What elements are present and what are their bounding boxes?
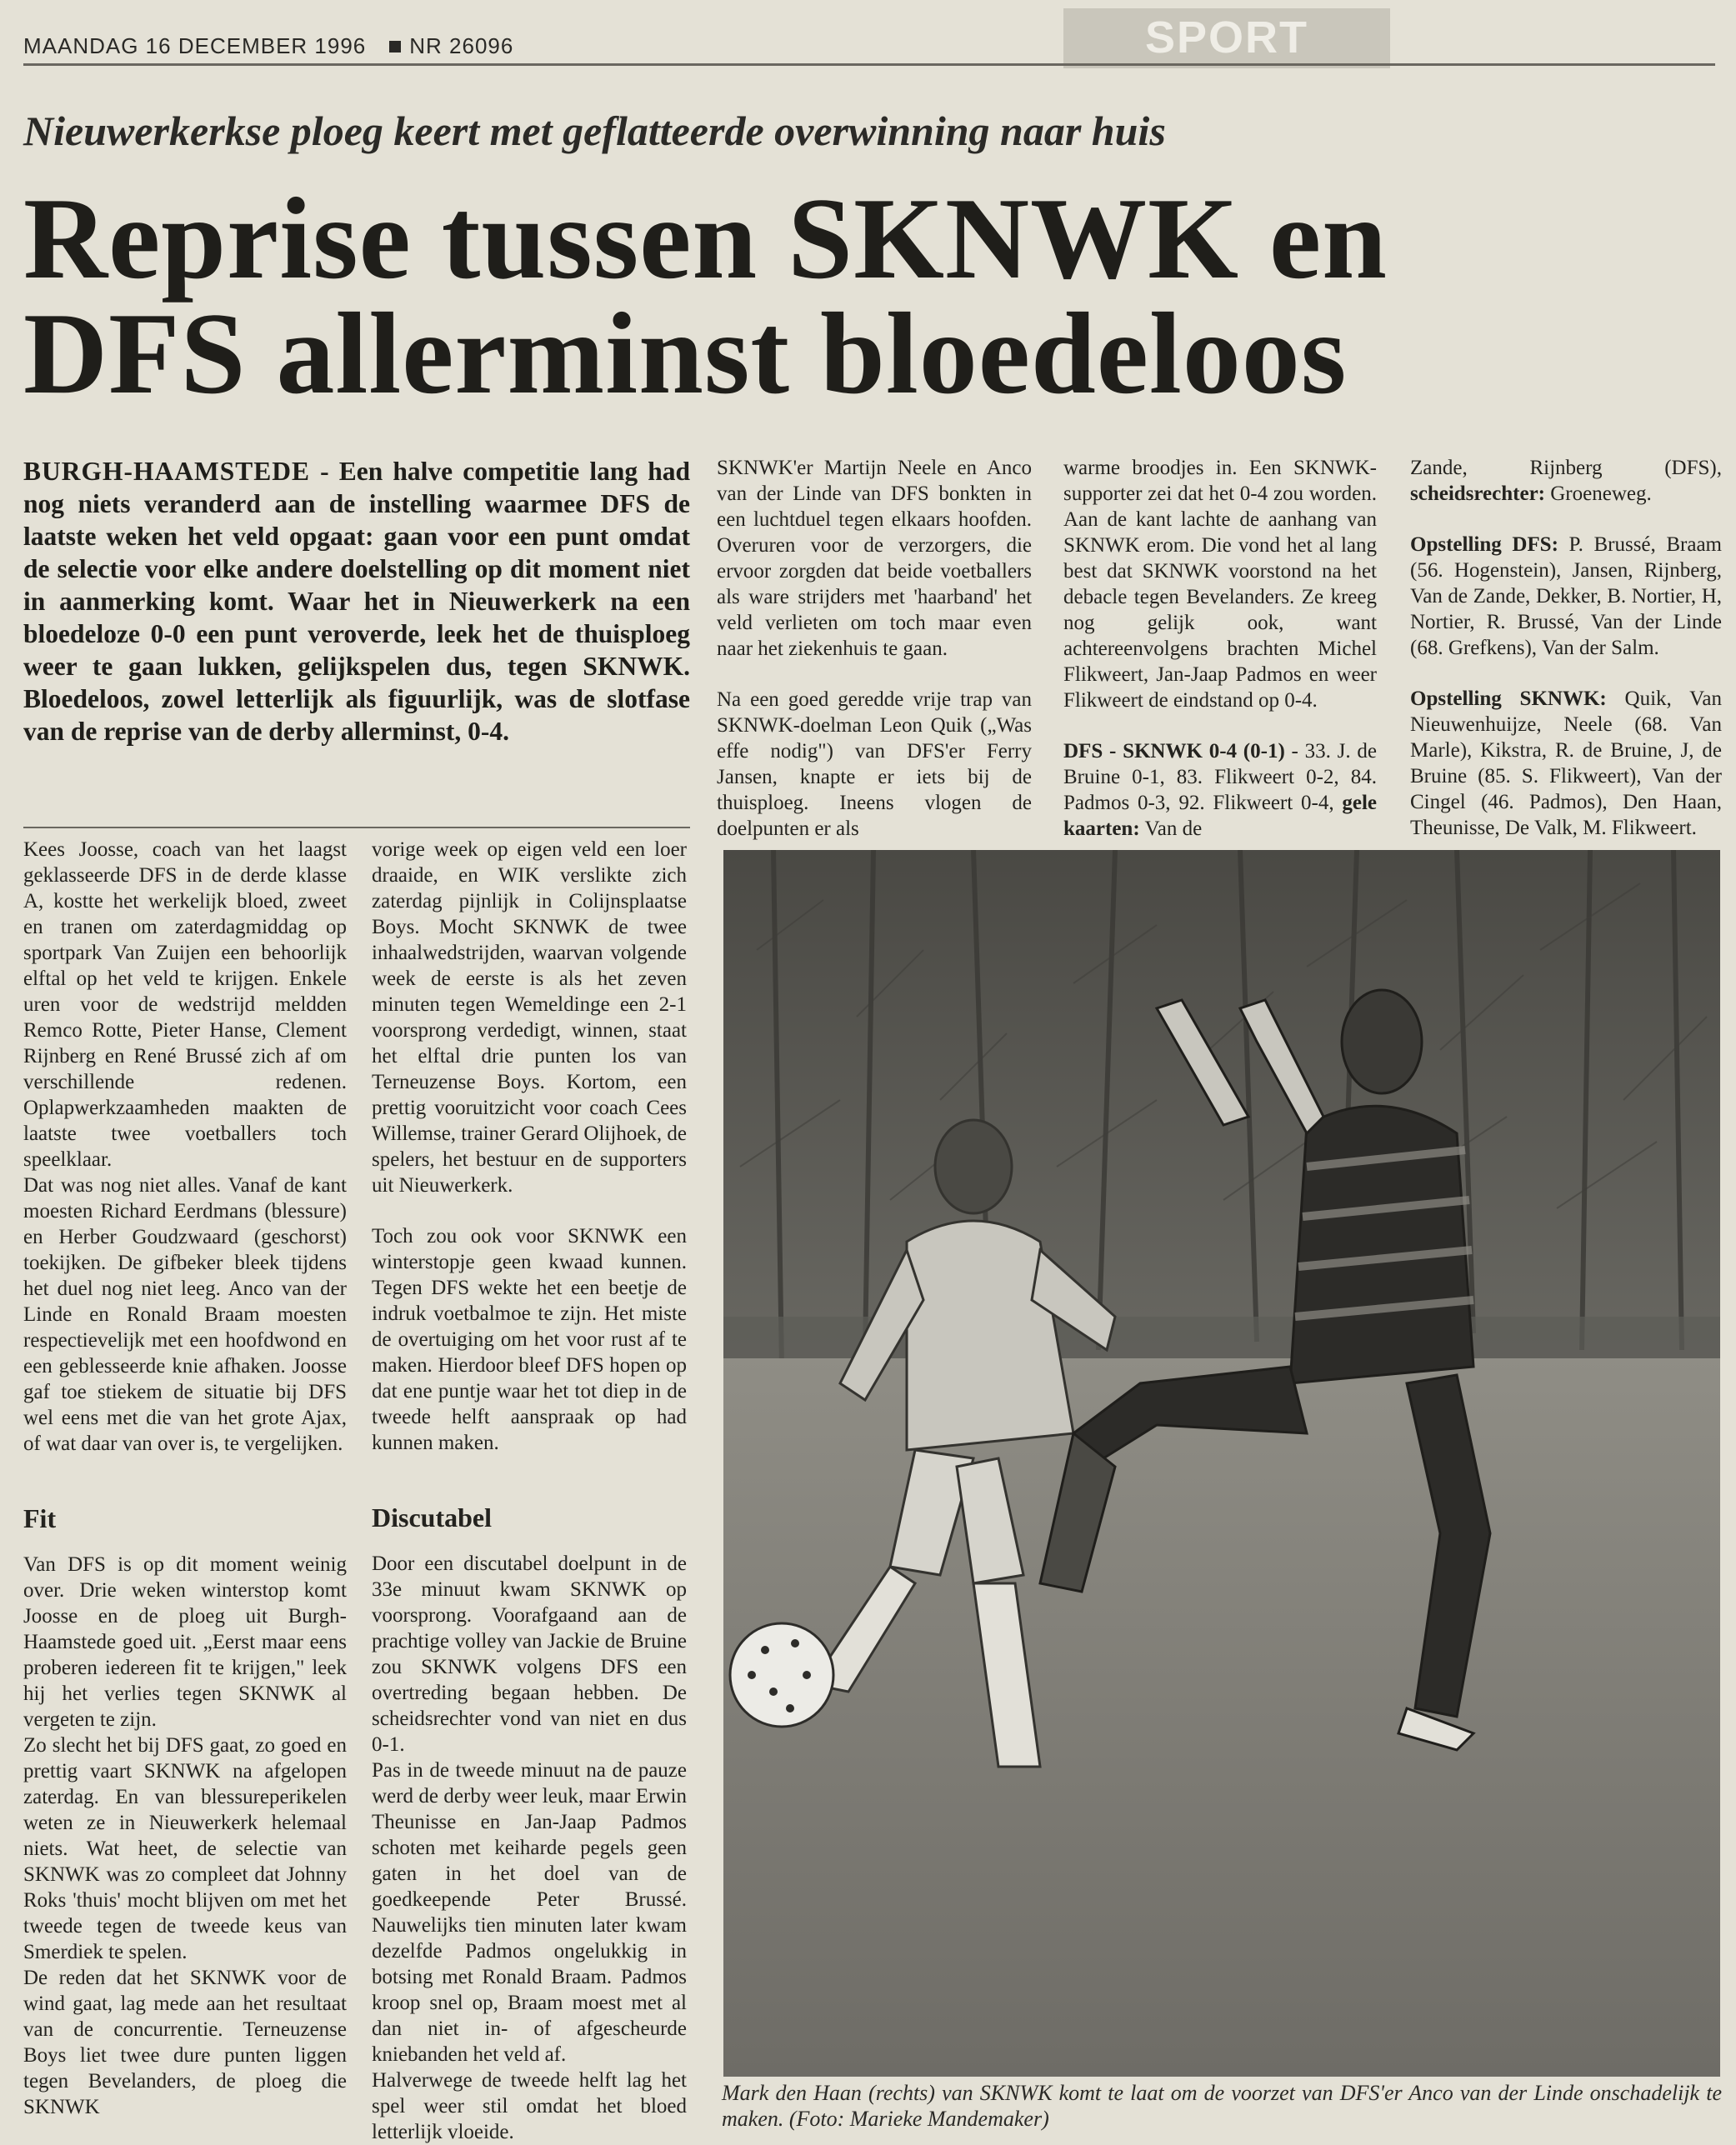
body-paragraph: Halverwege de tweede helft lag het spel weer stil omdat het bloed letterlijk vloeide. (372, 2069, 687, 2143)
body-column-2 (372, 837, 687, 2145)
body-paragraph: vorige week op eigen veld een loer draaide, en WIK verslikte zich zaterdag pijnlijk in Colijnsplaatse Boys. Mocht SKNWK de twee inhaalwedstrijden, waarvan volgende week de eerste is als het zeven minuten tegen Wemeldinge een 2-1 voorsprong verdedigt, winnen, staat het elftal drie punten los van Terneuzense Boys. Kortom, een prettig vooruitzicht voor coach Cees Willemse, trainer Gerard Olijhoek, de spelers, het bestuur en de supporters uit Nieuwerkerk. (372, 838, 688, 1197)
spacer (23, 1535, 347, 1552)
section-banner (1063, 8, 1390, 68)
body-column-1 (23, 837, 347, 2120)
lineup-dfs-players: P. Brussé, Braam (56. Hogenstein), Jansen, Rijnberg, Van de Zande, Dekker, B. Nortier, H, Nortier, R. Brussé, Van der Linde (68. Grefkens), Van der Salm. (1410, 533, 1722, 659)
cards-continued: Zande, Rijnberg (DFS), (1410, 457, 1722, 479)
square-bullet-icon (389, 41, 401, 52)
spacer (372, 1198, 687, 1223)
spacer (372, 1534, 687, 1551)
spacer (1410, 661, 1722, 686)
lineup-dfs-label: Opstelling DFS: (1410, 533, 1558, 556)
match-summary (1063, 738, 1377, 842)
body-column-3 (717, 455, 1032, 842)
header-rule (23, 63, 1715, 66)
referee-name: Groeneweg. (1545, 482, 1652, 505)
spacer (1063, 713, 1377, 738)
body-paragraph: Van DFS is op dit moment weinig over. Drie weken winterstop komt Joosse en de ploeg uit Burgh-Haamstede goed uit. „Eerst maar eens proberen iedereen fit te krijgen," leek hij het verlies tegen SKNWK al vergeten te zijn. (23, 1553, 347, 1731)
lineup-sknwk-players: Quik, Van Nieuwenhuijze, Neele (68. Van Marle), Kikstra, R. de Bruine, J, de Bruine (85. S. Flikweert), Van der Cingel (46. Padmos), Den Haan, Theunisse, De Valk, M. Flikweert. (1410, 688, 1722, 839)
body-paragraph: SKNWK'er Martijn Neele en Anco van der Linde van DFS bonkten in een luchtduel tegen elkaars hoofden. Overuren voor de verzorgers, die ervoor zorgden dat beide voetballers als ware strijders met 'haarband' het veld verlieten om toch maar even naar het ziekenhuis te gaan. (717, 457, 1032, 660)
article-headline (23, 174, 1723, 418)
spacer (1410, 507, 1722, 532)
masthead-dateline (23, 33, 513, 59)
body-paragraph: Door een discutabel doelpunt in de 33e minuut kwam SKNWK op voorsprong. Voorafgaand aan de prachtige volley van Jackie de Bruine zou SKNWK volgens DFS een overtreding begaan hebben. De scheidsrechter vond van niet en dus 0-1. (372, 1552, 687, 1756)
lead-text: - Een halve competitie lang had nog niets veranderd aan de instelling waarmee DFS de laatste weken het veld opgaat: gaan voor een punt omdat de selectie voor elke andere doelstelling op dit moment niet in aanmerking komt. Waar het in Nieuwerkerk na een bloedeloze 0-0 een punt veroverde, leek het de thuisploeg weer te gaan lukken, gelijkspelen dus, tegen SKNWK. Bloedeloos, zowel letterlijk als figuurlijk, was de slotfase van de reprise van de derby allerminst, 0-4. (23, 457, 690, 746)
body-column-4 (1063, 455, 1377, 842)
yellow-cards: Van de (1139, 818, 1203, 840)
spacer (717, 662, 1032, 687)
spacer (372, 1456, 687, 1501)
article-lead (23, 455, 690, 748)
photo-caption: Mark den Haan (rechts) van SKNWK komt te laat om de voorzet van DFS'er Anco van der Linde onschadelijk te maken. (Foto: Marieke Mandemaker) (722, 2081, 1722, 2131)
match-photo-illustration (723, 850, 1720, 2077)
body-paragraph: Kees Joosse, coach van het laagst geklasseerde DFS in de derde klasse A, kostte het werkelijk bloed, zweet en tranen om zaterdagmiddag op sportpark Van Zuijen een behoorlijk elftal op het veld te krijgen. Enkele uren voor de wedstrijd meldden Remco Rotte, Pieter Hanse, Clement Rijnberg en René Brussé zich af om verschillende redenen. Oplapwerkzaamheden maakten de laatste twee voetballers toch speelklaar. (23, 838, 347, 1171)
subheading-fit: Fit (23, 1503, 57, 1533)
lineup-sknwk-label: Opstelling SKNWK: (1410, 688, 1607, 710)
article-kicker: Nieuwerkerkse ploeg keert met geflatteerde overwinning naar huis (23, 108, 1166, 154)
lineup-sknwk (1410, 686, 1722, 841)
match-details (1410, 455, 1722, 507)
subheading-discutabel: Discutabel (372, 1502, 492, 1532)
spacer (23, 1457, 347, 1502)
body-column-5 (1410, 455, 1722, 841)
body-paragraph: De reden dat het SKNWK voor de wind gaat, lag mede aan het resultaat van de concurrentie. Terneuzense Boys liet twee dure punten liggen tegen Bevelanders, de ploeg die SKNWK (23, 1967, 347, 2118)
match-score: DFS - SKNWK 0-4 (0-1) (1063, 740, 1285, 762)
body-paragraph: Pas in de tweede minuut na de pauze werd de derby weer leuk, maar Erwin Theunisse en Jan-Jaap Padmos schoten met keiharde pegels geen gaten in het doel van de goedkeepende Peter Brussé. Nauwelijks tien minuten later kwam dezelfde Padmos ongelukkig in botsing met Ronald Braam. Padmos kroop snel op, Braam moest met al dan niet in- of afgescheurde kniebanden het veld af. (372, 1759, 687, 2066)
issue-number: NR 26096 (409, 33, 514, 58)
referee-label: scheidsrechter: (1410, 482, 1545, 505)
match-photo (723, 850, 1720, 2077)
section-label: SPORT (1144, 12, 1309, 62)
lead-rule (23, 827, 690, 828)
body-paragraph: Toch zou ook voor SKNWK een winterstopje geen kwaad kunnen. Tegen DFS wekte het een beetje de indruk voetbalmoe te zijn. Het miste de overtuiging om het voor rust af te maken. Hierdoor bleef DFS hopen op dat ene puntje waar het tot diep in de tweede helft aanspraak op had kunnen maken. (372, 1225, 687, 1454)
body-paragraph: Zo slecht het bij DFS gaat, zo goed en prettig vaart SKNWK na afgelopen zaterdag. En van blessureperikelen weten ze in Nieuwerkerk helemaal niets. Wat heet, de selectie van SKNWK was zo compleet dat Johnny Roks 'thuis' mocht blijven om met het tweede tegen de tweede keus van Smerdiek te spelen. (23, 1734, 347, 1963)
publication-date: MAANDAG 16 DECEMBER 1996 (23, 33, 367, 58)
dateline-place: BURGH-HAAMSTEDE (23, 457, 311, 486)
lineup-dfs (1410, 532, 1722, 661)
body-paragraph: warme broodjes in. Een SKNWK-supporter zei dat het 0-4 zou worden. Aan de kant lachte de aanhang van SKNWK erom. Die vond het al lang best dat SKNWK voorstond na het debacle tegen Bevelanders. Ze kreeg nog gelijk ook, want achtereenvolgens brachten Michel Flikweert, Jan-Jaap Padmos en weer Flikweert de eindstand op 0-4. (1063, 457, 1377, 712)
body-paragraph: Dat was nog niet alles. Vanaf de kant moesten Richard Eerdmans (blessure) en Herber Goudzwaard (geschorst) toekijken. De gifbeker bleek tijdens het duel nog niet leeg. Anco van der Linde en Ronald Braam moesten respectievelijk met een hoofdwond en een geblesseerde knie afhaken. Joosse gaf toe stiekem de situatie bij DFS wel eens met die van het grote Ajax, of wat daar van over is, te vergelijken. (23, 1174, 347, 1455)
headline-line-1: Reprise tussen SKNWK en (23, 174, 1388, 303)
goal-list: - 33. J. de Bruine 0-1, 83. Flikweert 0-2, 84. Padmos 0-3, 92. Flikweert 0-4, (1063, 740, 1377, 814)
body-paragraph: Na een goed geredde vrije trap van SKNWK-doelman Leon Quik („Was effe nodig") van DFS'er Ferry Jansen, knapte er iets bij de thuisploeg. Ineens vlogen de doelpunten er als (717, 688, 1032, 840)
yellow-cards-label: gele kaarten: (1063, 792, 1377, 840)
headline-line-2: DFS allerminst bloedeloos (23, 289, 1348, 418)
